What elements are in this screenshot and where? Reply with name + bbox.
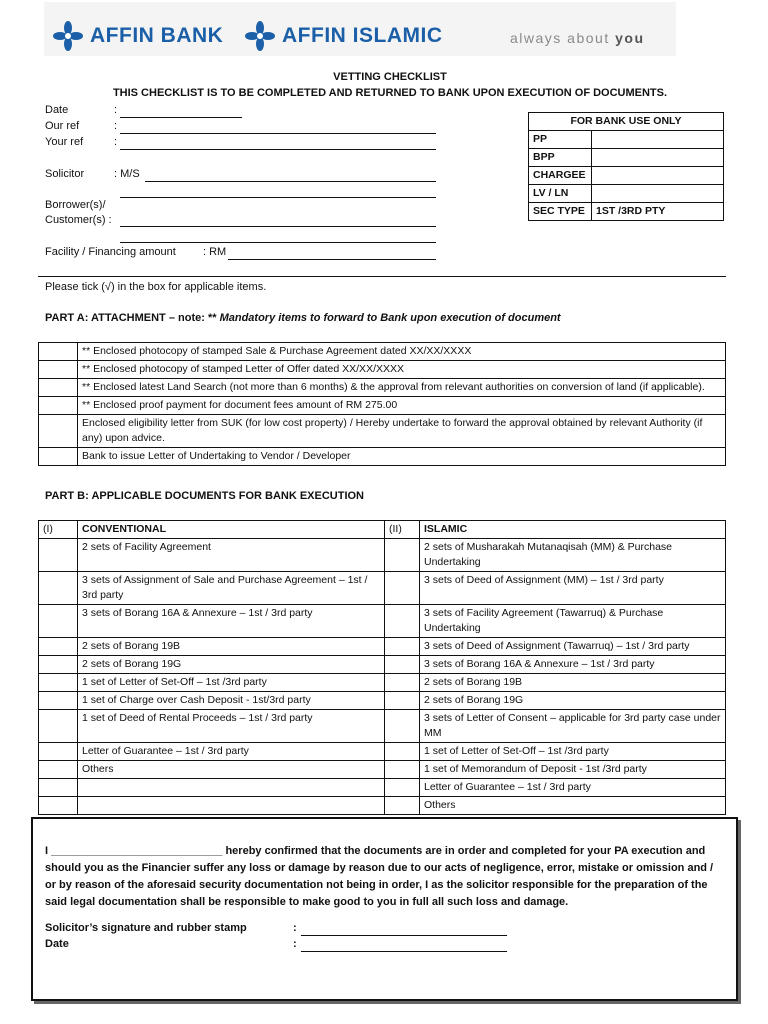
bank-use-table [528,112,724,221]
tick-box[interactable] [39,779,78,797]
tick-box[interactable] [39,415,78,448]
tick-box[interactable] [39,674,78,692]
declaration-box [31,817,738,1001]
declaration-text: I ____________________________ hereby confirmed that the documents are in order and completed for your PA execution and should you as the Financier suffer any loss or damage by reason due to our acts of negligence, error, mistake or omission and / or by reason of the aforesaid security documentation not being in order, I as the solicitor responsible for the preparation of the said legal documentation shall be responsible to make good to you in full all such loss and damage. [45,845,714,908]
your-ref-field[interactable] [120,149,436,150]
borrower-label: Borrower(s)/ [45,199,106,211]
conventional-item: 3 sets of Assignment of Sale and Purchase Agreement – 1st / 3rd party [78,572,385,605]
conventional-item: Letter of Guarantee – 1st / 3rd party [78,743,385,761]
islamic-item: 2 sets of Borang 19G [420,692,726,710]
borrower-field-2[interactable] [120,242,436,243]
islamic-header: ISLAMIC [420,521,726,539]
date-label: Date [45,938,69,950]
table-row [39,448,726,466]
table-row [39,656,726,674]
table-row [39,638,726,656]
page-subtitle: THIS CHECKLIST IS TO BE COMPLETED AND RETURNED TO BANK UPON EXECUTION OF DOCUMENTS. [112,87,668,99]
signature-label: Solicitor’s signature and rubber stamp [45,922,247,934]
table-row [39,397,726,415]
conventional-item: 3 sets of Borang 16A & Annexure – 1st / 3rd party [78,605,385,638]
table-row [39,379,726,397]
signature-field[interactable] [301,935,507,936]
tick-box[interactable] [385,797,420,815]
tick-box[interactable] [39,361,78,379]
conventional-item: 1 set of Charge over Cash Deposit - 1st/3rd party [78,692,385,710]
tick-box[interactable] [385,743,420,761]
islamic-item: 3 sets of Letter of Consent – applicable for 3rd party case under MM [420,710,726,743]
tick-box[interactable] [385,656,420,674]
table-row [39,797,726,815]
colon: : [114,136,118,148]
table-row [39,692,726,710]
table-row [39,605,726,638]
tick-box[interactable] [385,605,420,638]
table-row [39,539,726,572]
facility-amount-field[interactable] [228,259,436,260]
islamic-item: Letter of Guarantee – 1st / 3rd party [420,779,726,797]
tick-box[interactable] [39,710,78,743]
bank-use-label: CHARGEE [529,167,592,185]
part-a-item: ** Enclosed photocopy of stamped Letter of Offer dated XX/XX/XXXX [78,361,726,379]
tick-box[interactable] [385,539,420,572]
islamic-item: 1 set of Letter of Set-Off – 1st /3rd party [420,743,726,761]
your-ref-label: Your ref [45,136,84,148]
islamic-item: 2 sets of Borang 19B [420,674,726,692]
table-row [39,710,726,743]
col-num: (I) [39,521,78,539]
part-a-item: Bank to issue Letter of Undertaking to Vendor / Developer [78,448,726,466]
conventional-item: 2 sets of Borang 19G [78,656,385,674]
tick-box[interactable] [385,761,420,779]
customer-label: Customer(s) : [45,214,112,226]
tick-box[interactable] [39,448,78,466]
tick-box[interactable] [39,692,78,710]
tick-box[interactable] [39,397,78,415]
tick-box[interactable] [385,710,420,743]
table-row [39,743,726,761]
part-a-heading: PART A: ATTACHMENT – note: ** Mandatory items to forward to Bank upon execution of document [45,312,561,324]
part-b-heading: PART B: APPLICABLE DOCUMENTS FOR BANK EXECUTION [45,490,364,502]
table-row [39,343,726,361]
tick-box[interactable] [39,743,78,761]
tick-box[interactable] [39,379,78,397]
header-banner [44,2,676,56]
bank-use-title: FOR BANK USE ONLY [529,113,724,131]
tick-box[interactable] [385,674,420,692]
conventional-item: Others [78,761,385,779]
flower-logo-icon [52,20,84,52]
flower-logo-icon [244,20,276,52]
part-a-item: ** Enclosed proof payment for document fees amount of RM 275.00 [78,397,726,415]
islamic-item: 2 sets of Musharakah Mutanaqisah (MM) & Purchase Undertaking [420,539,726,572]
facility-label: Facility / Financing amount [45,246,176,258]
brand-affin-bank: AFFIN BANK [90,24,224,47]
tick-box[interactable] [385,638,420,656]
table-row [39,415,726,448]
table-row [39,779,726,797]
affin-bank-logo [52,20,223,52]
table-row [39,761,726,779]
date-label: Date [45,104,69,116]
bank-use-value[interactable]: 1ST /3RD PTY [592,203,724,221]
conventional-item [78,779,385,797]
table-row [39,674,726,692]
islamic-item: 3 sets of Borang 16A & Annexure – 1st / 3rd party [420,656,726,674]
islamic-item: 1 set of Memorandum of Deposit - 1st /3rd party [420,761,726,779]
colon: : [293,938,297,950]
tick-box[interactable] [39,638,78,656]
our-ref-field[interactable] [120,133,436,134]
islamic-item: 3 sets of Deed of Assignment (Tawarruq) – 1st / 3rd party [420,638,726,656]
divider [38,276,726,277]
islamic-item: 3 sets of Facility Agreement (Tawarruq) & Purchase Undertaking [420,605,726,638]
islamic-item: 3 sets of Deed of Assignment (MM) – 1st / 3rd party [420,572,726,605]
bank-use-value[interactable] [592,167,724,185]
tagline: always about you [510,30,645,46]
brand-affin-islamic: AFFIN ISLAMIC [282,24,443,47]
bank-use-label: BPP [529,149,592,167]
signature-date-field[interactable] [301,951,507,952]
conventional-item: 1 set of Deed of Rental Proceeds – 1st / 3rd party [78,710,385,743]
borrower-field[interactable] [120,226,436,227]
tick-box[interactable] [39,343,78,361]
tick-box[interactable] [385,779,420,797]
islamic-item: Others [420,797,726,815]
instruction-text: Please tick (√) in the box for applicable items. [45,281,267,293]
table-row [39,361,726,379]
table-row [39,521,726,539]
solicitor-field-2[interactable] [120,197,436,198]
part-a-item: ** Enclosed latest Land Search (not more than 6 months) & the approval from relevant authorities on conversion of land (if applicable). [78,379,726,397]
bank-use-label: LV / LN [529,185,592,203]
tick-box[interactable] [385,692,420,710]
our-ref-label: Our ref [45,120,80,132]
conventional-item: 2 sets of Facility Agreement [78,539,385,572]
tick-box[interactable] [385,572,420,605]
solicitor-ms: : M/S [114,168,140,180]
bank-use-label: PP [529,131,592,149]
solicitor-field[interactable] [145,181,436,182]
colon: : [293,922,297,934]
conventional-item: 1 set of Letter of Set-Off – 1st /3rd party [78,674,385,692]
conventional-item [78,797,385,815]
col-num: (II) [385,521,420,539]
part-b-table [38,520,726,815]
tick-box[interactable] [39,539,78,572]
colon: : [114,104,118,116]
facility-rm: : RM [203,246,227,258]
tick-box[interactable] [39,572,78,605]
part-a-item: ** Enclosed photocopy of stamped Sale & Purchase Agreement dated XX/XX/XXXX [78,343,726,361]
tick-box[interactable] [39,797,78,815]
table-row [39,572,726,605]
date-field[interactable] [120,117,242,118]
page-title: VETTING CHECKLIST [333,71,447,83]
bank-use-value[interactable] [592,131,724,149]
affin-islamic-logo [244,20,442,52]
tick-box[interactable] [39,761,78,779]
solicitor-label: Solicitor [45,168,85,180]
colon: : [114,120,118,132]
bank-use-label: SEC TYPE [529,203,592,221]
conventional-header: CONVENTIONAL [78,521,385,539]
part-a-table [38,342,726,466]
bank-use-value[interactable] [592,149,724,167]
conventional-item: 2 sets of Borang 19B [78,638,385,656]
part-a-item: Enclosed eligibility letter from SUK (for low cost property) / Hereby undertake to forward the approval obtained by relevant Authority (if any) upon advice. [78,415,726,448]
bank-use-value[interactable] [592,185,724,203]
tick-box[interactable] [39,605,78,638]
tick-box[interactable] [39,656,78,674]
